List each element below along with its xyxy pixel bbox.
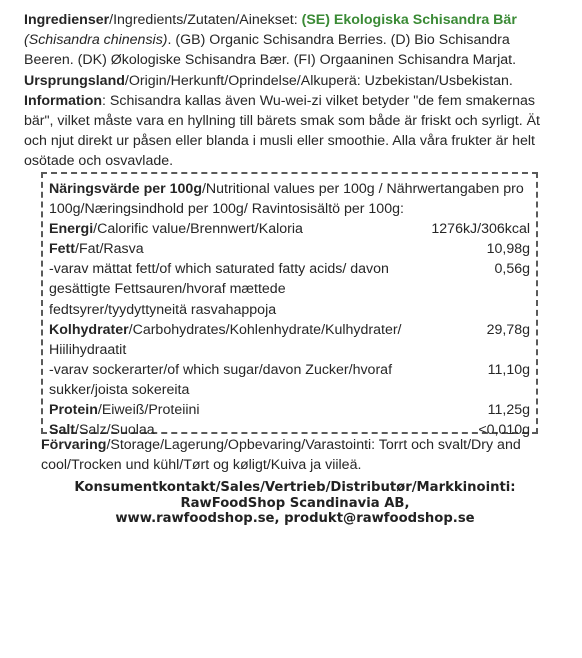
nutrition-row-protein (49, 400, 530, 420)
nutrition-row-sugar (49, 360, 530, 400)
nutrition-row-translations: /Salz/Suolaa (75, 422, 155, 439)
contact-heading: Konsumentkontakt/Sales/Vertrieb/Distributør/Markkinointi: (74, 480, 516, 495)
origin-text: /Origin/Herkunft/Oprindelse/Alkuperä: Uzbekistan/Usbekistan. (124, 72, 513, 89)
nutrition-table (41, 172, 538, 439)
nutrition-row-translations: /Eiweiß/Proteiini (97, 402, 200, 419)
product-name: (SE) Ekologiska Schisandra Bär (301, 12, 517, 28)
storage-paragraph (41, 436, 561, 476)
nutrition-row-translations: /Carbohydrates/Kohlenhydrate/Kulhydrater/ Hiilihydraatit (49, 321, 402, 358)
nutrition-row-value: 1276kJ/306kcal (431, 221, 530, 238)
ingredients-label: Ingredienser (24, 12, 110, 28)
ingredients-label-translations: /Ingredients/Zutaten/Ainekset: (109, 12, 302, 28)
nutrition-row-saturated-fat (49, 259, 530, 319)
contact-web-email: www.rawfoodshop.se, produkt@rawfoodshop.se (115, 511, 475, 526)
nutrition-row-label: Protein (49, 402, 98, 419)
nutrition-row-translations: /Calorific value/Brennwert/Kaloria (93, 221, 303, 238)
nutrition-heading (49, 179, 530, 219)
nutrition-row-translations: /Fat/Rasva (75, 241, 144, 258)
nutrition-row-value: 0,56g (494, 261, 530, 278)
nutrition-row-value: 11,10g (487, 361, 530, 378)
nutrition-row-translations: -varav sockerarter/of which sugar/davon Zucker/hvoraf sukker/joista sokereita (49, 361, 393, 398)
nutrition-row-carbohydrates (49, 320, 530, 360)
nutrition-heading-translations: /Nutritional values per 100g / Nährwertangaben pro 100g/Næringsindhold per 100g/ Ravintosisältö per 100g: (49, 181, 524, 218)
origin-label: Ursprungsland (24, 72, 125, 89)
ingredients-paragraph (24, 10, 560, 172)
nutrition-row-energy (49, 219, 530, 239)
storage-text: /Storage/Lagerung/Opbevaring/Varastointi: Torrt och svalt/Dry and cool/Trocken und kühl/Tørt og køligt/Kuiva ja viileä. (41, 437, 521, 473)
nutrition-row-value: 29,78g (486, 321, 530, 338)
nutrition-heading-label: Näringsvärde per 100g (49, 181, 202, 197)
information-text: : Schisandra kallas även Wu-wei-zi vilket betyder "de fem smakernas bär", vilket måste vara en hyllning till bärets smak som både är friskt och syrligt. Ät och njut direkt ur påsen eller blanda i musli eller smoothie. Alla våra frukter är helt osötade och osvavlade. (24, 92, 540, 170)
nutrition-row-value: 10,98g (486, 241, 530, 258)
nutrition-row-label: Salt (49, 422, 76, 439)
consumer-contact (60, 480, 530, 527)
storage-label: Förvaring (41, 437, 107, 453)
nutrition-row-label: Kolhydrater (49, 321, 129, 338)
nutrition-row-translations: -varav mättat fett/of which saturated fatty acids/ davon gesättigte Fettsauren/hvoraf mættede fedtsyrer/tyydyttyneitä rasvahappoja (49, 261, 389, 318)
nutrition-row-fat (49, 239, 530, 259)
nutrition-row-value: <0,010g (478, 422, 530, 439)
latin-name: (Schisandra chinensis) (24, 32, 168, 49)
ingredient-translations: . (GB) Organic Schisandra Berries. (D) Bio Schisandra Beeren. (DK) Økologiske Schisandra Bær. (FI) Orgaaninen Schisandra Marjat. (24, 32, 517, 69)
nutrition-row-value: 11,25g (487, 402, 530, 419)
information-label: Information (24, 92, 103, 109)
nutrition-row-label: Energi (49, 221, 94, 238)
nutrition-row-label: Fett (49, 241, 76, 258)
contact-company: RawFoodShop Scandinavia AB, (180, 495, 410, 511)
